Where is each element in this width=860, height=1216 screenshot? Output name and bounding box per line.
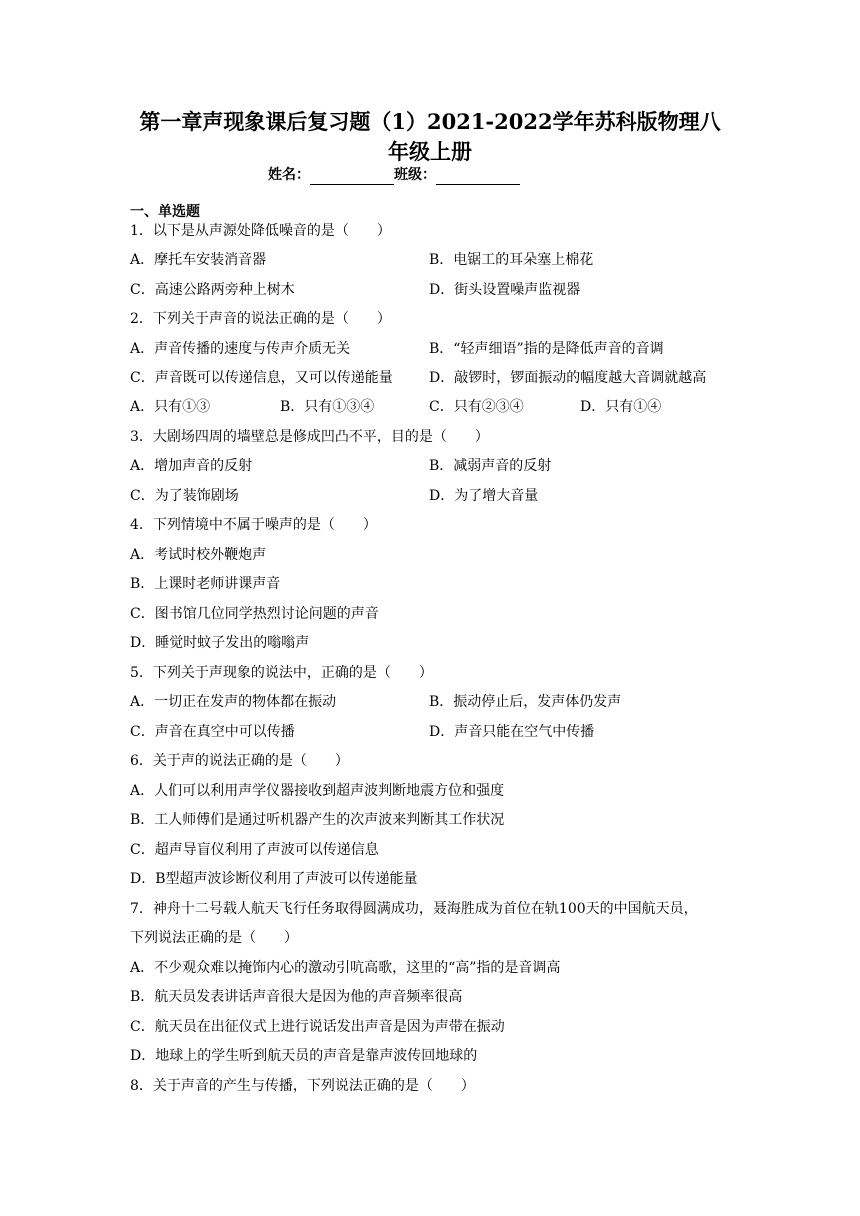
q5-option-d: D．声音只能在空气中传播: [429, 724, 595, 740]
student-info: [268, 165, 520, 185]
q3-option-c: C．为了装饰剧场: [130, 488, 239, 504]
q4-option-c: C．图书馆几位同学热烈讨论问题的声音: [130, 606, 379, 622]
q8-stem: 8．关于声音的产生与传播，下列说法正确的是（ ）: [130, 1078, 475, 1094]
name-blank[interactable]: [310, 168, 394, 185]
q4-option-a: A．考试时校外鞭炮声: [130, 547, 267, 563]
q4-option-b: B．上课时老师讲课声音: [130, 576, 281, 592]
q2-statement-2: B．“轻声细语”指的是降低声音的音调: [429, 341, 664, 357]
class-blank[interactable]: [436, 168, 520, 185]
q1-option-d: D．街头设置噪声监视器: [429, 282, 581, 298]
q2-stem: 2．下列关于声音的说法正确的是（ ）: [130, 311, 391, 327]
q7-option-b: B．航天员发表讲话声音很大是因为他的声音频率很高: [130, 989, 463, 1005]
q4-stem: 4．下列情境中不属于噪声的是（ ）: [130, 517, 377, 533]
q6-option-a: A．人们可以利用声学仪器接收到超声波判断地震方位和强度: [130, 783, 505, 799]
q7-option-a: A．不少观众难以掩饰内心的激动引吭高歌，这里的“高”指的是音调高: [130, 960, 561, 976]
q7-stem-line1: 7．神舟十二号载人航天飞行任务取得圆满成功，聂海胜成为首位在轨100天的中国航天员，: [130, 901, 698, 917]
class-label: 班级：: [394, 167, 436, 183]
q6-option-d: D．B型超声波诊断仪利用了声波可以传递能量: [130, 871, 418, 887]
page-title-line1: 第一章声现象课后复习题（1）2021-2022学年苏科版物理八: [139, 109, 721, 134]
q1-option-b: B．电锯工的耳朵塞上棉花: [429, 252, 594, 268]
q5-option-b: B．振动停止后，发声体仍发声: [429, 694, 622, 710]
q6-stem: 6．关于声的说法正确的是（ ）: [130, 753, 349, 769]
q3-option-a: A．增加声音的反射: [130, 458, 253, 474]
q2-option-c: C．只有②③④: [429, 399, 524, 415]
q2-option-b: B．只有①③④: [280, 399, 375, 415]
q3-option-d: D．为了增大音量: [429, 488, 539, 504]
q2-statement-1: A．声音传播的速度与传声介质无关: [130, 341, 351, 357]
q4-option-d: D．睡觉时蚊子发出的嗡嗡声: [130, 635, 310, 651]
q1-option-a: A．摩托车安装消音器: [130, 252, 267, 268]
q3-option-b: B．减弱声音的反射: [429, 458, 552, 474]
q7-option-d: D．地球上的学生听到航天员的声音是靠声波传回地球的: [130, 1048, 478, 1064]
q7-stem-line2: 下列说法正确的是（ ）: [130, 930, 298, 946]
q5-stem: 5．下列关于声现象的说法中，正确的是（ ）: [130, 665, 433, 681]
q1-option-c: C．高速公路两旁种上树木: [130, 282, 295, 298]
q3-stem: 3．大剧场四周的墙壁总是修成凹凸不平，目的是（ ）: [130, 429, 489, 445]
q1-stem: 1．以下是从声源处降低噪音的是（ ）: [130, 223, 391, 239]
name-label: 姓名：: [268, 167, 310, 183]
q5-option-c: C．声音在真空中可以传播: [130, 724, 295, 740]
q2-option-a: A．只有①③: [130, 399, 211, 415]
q6-option-b: B．工人师傅们是通过听机器产生的次声波来判断其工作状况: [130, 812, 505, 828]
q2-option-d: D．只有①④: [580, 399, 662, 415]
page-title-line2: 年级上册: [388, 139, 472, 164]
q6-option-c: C．超声导盲仪利用了声波可以传递信息: [130, 842, 379, 858]
q2-statement-4: D．敲锣时，锣面振动的幅度越大音调就越高: [429, 370, 707, 386]
section-title: 一、单选题: [130, 204, 200, 220]
q7-option-c: C．航天员在出征仪式上进行说话发出声音是因为声带在振动: [130, 1019, 505, 1035]
q2-statement-3: C．声音既可以传递信息，又可以传递能量: [130, 370, 393, 386]
q5-option-a: A．一切正在发声的物体都在振动: [130, 694, 337, 710]
